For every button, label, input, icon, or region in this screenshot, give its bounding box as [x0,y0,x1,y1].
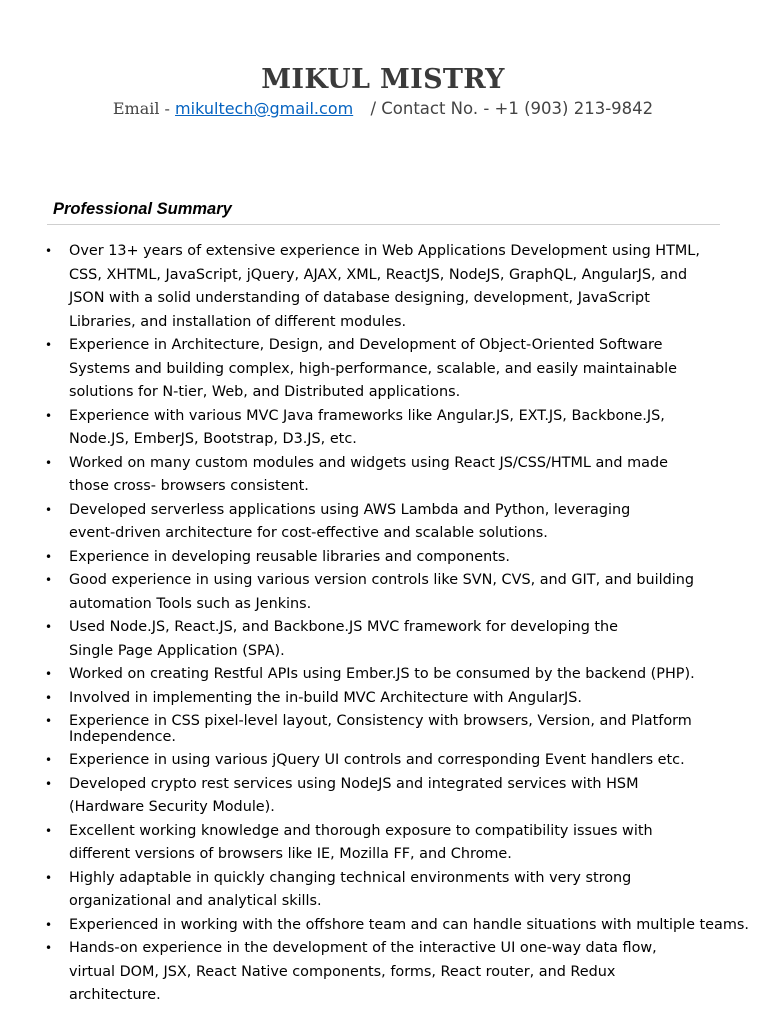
summary-item: • Hands-on experience in the development of the interactive UI one-way data flow, virtual DOM, JSX, React Native components, forms, React router, and Redux architecture. [0,937,768,1008]
summary-item: • Highly adaptable in quickly changing technical environments with very strong organizational and analytical skills. [0,867,768,914]
summary-item: • Experienced in working with the offshore team and can handle situations with multiple teams. [0,914,768,938]
summary-item: • Involved in implementing the in-build MVC Architecture with AngularJS. [0,687,768,711]
summary-item: • Worked on many custom modules and widgets using React JS/CSS/HTML and made those cross- browsers consistent. [0,452,768,499]
summary-item: • Experience in CSS pixel-level layout, Consistency with browsers, Version, and Platform Independence. [0,710,768,749]
email-label: Email - [112,99,176,118]
summary-item: • Experience in using various jQuery UI controls and corresponding Event handlers etc. [0,749,768,773]
summary-item: • Experience with various MVC Java frameworks like Angular.JS, EXT.JS, Backbone.JS, Node.JS, EmberJS, Bootstrap, D3.JS, etc. [0,405,768,452]
summary-list [0,240,768,1008]
summary-item: • Excellent working knowledge and thorough exposure to compatibility issues with different versions of browsers like IE, Mozilla FF, and Chrome. [0,820,768,867]
summary-item: • Developed crypto rest services using NodeJS and integrated services with HSM (Hardware Security Module). [0,773,768,820]
contact-line [0,98,766,120]
summary-item: • Used Node.JS, React.JS, and Backbone.JS MVC framework for developing the Single Page Application (SPA). [0,616,768,663]
summary-item: • Worked on creating Restful APIs using Ember.JS to be consumed by the backend (PHP). [0,663,768,687]
summary-item: • Over 13+ years of extensive experience in Web Applications Development using HTML, CSS, XHTML, JavaScript, jQuery, AJAX, XML, ReactJS, NodeJS, GraphQL, AngularJS, and JSON with a solid understanding of database designing, development, JavaScript Libraries, and installation of different modules. [0,240,768,334]
section-title-professional-summary: Professional Summary [53,200,232,218]
contact-number: / Contact No. - +1 (903) 213-9842 [370,99,654,118]
summary-item: • Good experience in using various version controls like SVN, CVS, and GIT, and building automation Tools such as Jenkins. [0,569,768,616]
resume-name: MIKUL MISTRY [261,64,505,95]
section-divider [47,224,720,225]
summary-item: • Developed serverless applications using AWS Lambda and Python, leveraging event-driven architecture for cost-effective and scalable solutions. [0,499,768,546]
email-link[interactable]: mikultech@gmail.com [175,99,354,118]
summary-item: • Experience in Architecture, Design, and Development of Object-Oriented Software Systems and building complex, high-performance, scalable, and easily maintainable solutions for N-tier, Web, and Distributed applications. [0,334,768,405]
summary-item: • Experience in developing reusable libraries and components. [0,546,768,570]
